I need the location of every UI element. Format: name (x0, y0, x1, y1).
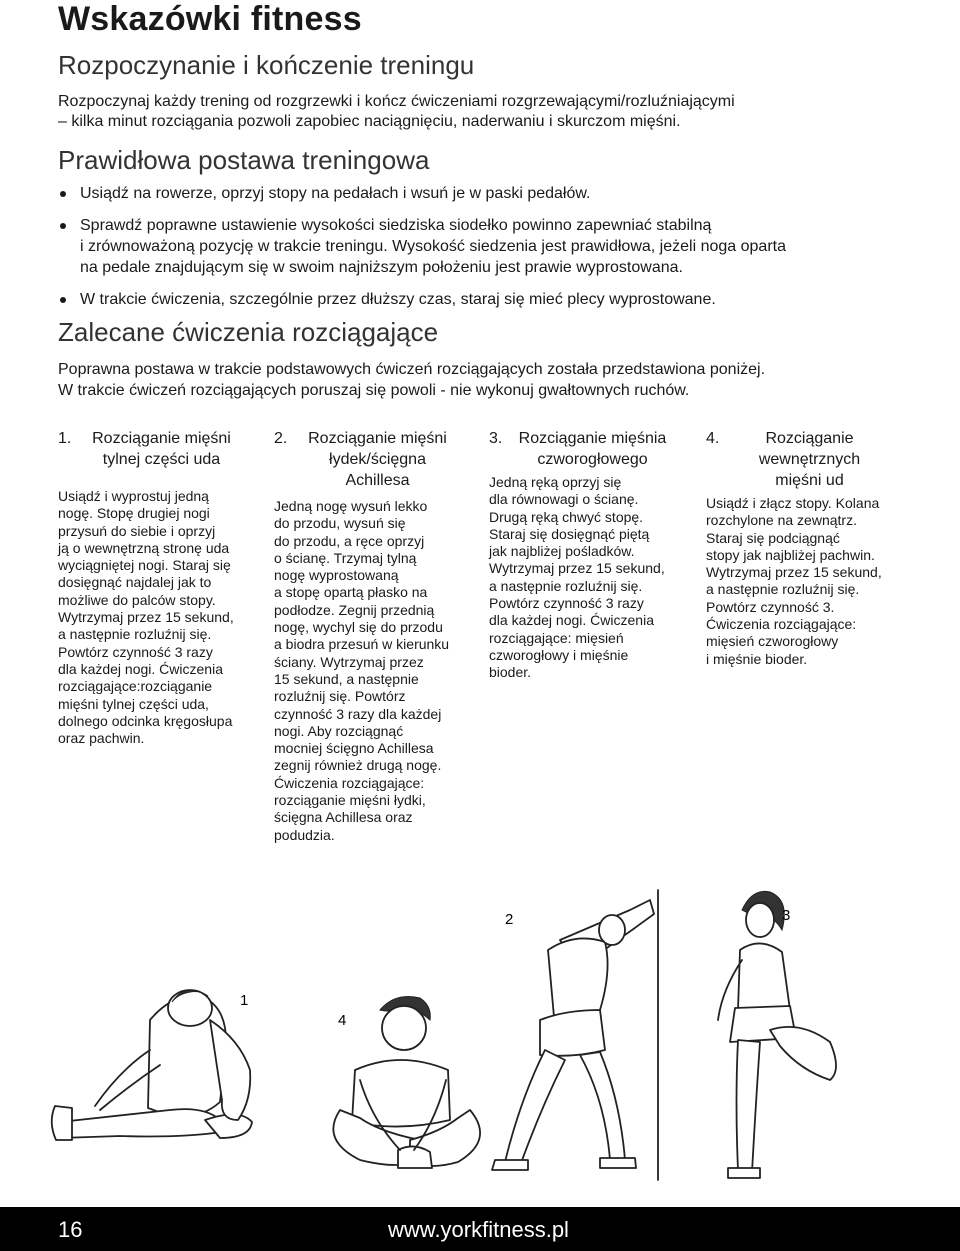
exercise-1 (58, 428, 263, 747)
text-line: i zrównoważoną pozycję w trakcie treningu. Wysokość siedzenia jest prawidłowa, jeżeli noga oparta (80, 238, 786, 255)
text-line: Usiądź na rowerze, oprzyj stopy na pedałach i wsuń je w paski pedałów. (80, 185, 591, 202)
exercise-number: 3. (489, 430, 503, 447)
bullet-item (58, 215, 928, 278)
text-line: na pedale znajdującym się w swoim najniższym położeniu jest prawie wyprostowana. (80, 259, 683, 276)
title-line: wewnętrznych (758, 451, 861, 468)
page-number: 16 (58, 1217, 83, 1242)
stretching-paragraph (58, 359, 918, 401)
posture-bullet-list (58, 183, 928, 321)
title-line: Rozciąganie mięśni (92, 430, 231, 447)
title-line: Rozciąganie mięśni (308, 430, 447, 447)
figure-label-2: 2 (505, 911, 514, 928)
figure-3-quad-stretch (718, 891, 836, 1178)
stretch-illustrations (0, 870, 960, 1200)
title-line: mięśni ud (775, 472, 844, 489)
warmup-paragraph (58, 92, 918, 132)
page-title: Wskazówki fitness (58, 0, 362, 38)
exercise-number: 1. (58, 430, 72, 447)
exercise-2 (274, 428, 479, 844)
website-url: www.yorkfitness.pl (388, 1217, 569, 1242)
exercise-title (706, 428, 911, 491)
text-line: W trakcie ćwiczenia, szczególnie przez dłuższy czas, staraj się mieć plecy wyprostowane. (80, 291, 716, 308)
text-line: W trakcie ćwiczeń rozciągających poruszaj się powoli - nie wykonuj gwałtownych ruchów. (58, 382, 690, 399)
figure-label-4: 4 (338, 1012, 347, 1029)
title-line: Achillesa (345, 472, 410, 489)
text-line: Rozpoczynaj każdy trening od rozgrzewki i kończ ćwiczeniami rozgrzewającymi/rozluźniającymi (58, 93, 735, 110)
section-heading-warmup: Rozpoczynanie i kończenie treningu (58, 50, 475, 80)
exercise-title (274, 428, 479, 491)
exercise-title (58, 428, 263, 470)
bullet-item (58, 183, 928, 204)
title-line: łydek/ścięgna (329, 451, 426, 468)
figure-1-hamstring-stretch (52, 990, 252, 1140)
exercise-3 (489, 428, 694, 682)
figure-label-3: 3 (782, 907, 791, 924)
title-line: Rozciąganie (765, 430, 854, 447)
text-line: Sprawdź poprawne ustawienie wysokości siedziska siodełko powinno zapewniać stabilną (80, 217, 712, 234)
title-line: tylnej części uda (102, 451, 221, 468)
section-heading-posture: Prawidłowa postawa treningowa (58, 145, 430, 175)
exercise-number: 4. (706, 430, 720, 447)
figure-label-1: 1 (240, 992, 249, 1009)
title-line: Rozciąganie mięśnia (518, 430, 667, 447)
figure-4-butterfly-stretch (333, 997, 480, 1169)
exercise-description: Usiądź i wyprostuj jedną nogę. Stopę drugiej nogi przysuń do siebie i oprzyj ją o wewnętrzną stronę uda wyciągniętej nogi. Staraj się dosięgnąć najdalej jak to możliwe do palców stopy. Wytrzymaj przez 15 sekund, a następnie rozluźnij się. Powtórz czynność 3 razy dla każdej nogi. Ćwiczenia rozciągające:rozciąganie mięśni tylnej części uda, dolnego odcinka kręgosłupa oraz pachwin. (58, 488, 234, 747)
section-heading-stretching: Zalecane ćwiczenia rozciągające (58, 317, 439, 347)
exercise-title (489, 428, 694, 470)
text-line: – kilka minut rozciągania pozwoli zapobiec naciągnięciu, naderwaniu i skurczom mięśni. (58, 113, 681, 130)
exercise-description: Usiądź i złącz stopy. Kolana rozchylone na zewnątrz. Staraj się podciągnąć stopy jak najbliżej pachwin. Wytrzymaj przez 15 sekund, a następnie rozluźnij się. Powtórz czynność 3. Ćwiczenia rozciągające: mięsień czworogłowy i mięśnie bioder. (706, 495, 882, 667)
exercise-number: 2. (274, 430, 288, 447)
exercise-4 (706, 428, 911, 668)
title-line: czworogłowego (537, 451, 648, 468)
exercise-description: Jedną nogę wysuń lekko do przodu, wysuń się do przodu, a ręce oprzyj o ścianę. Trzymaj tylną nogę wyprostowaną a stopę opartą płasko na podłodze. Zegnij przednią nogę, wychyl się do przodu a biodra przesuń w kierunku ściany. Wytrzymaj przez 15 sekund, a następnie rozluźnij się. Powtórz czynność 3 razy dla każdej nogi. Aby rozciągnąć mocniej ścięgno Achillesa zegnij również drugą nogę. Ćwiczenia rozciągające: rozciąganie mięśni łydki, ścięgna Achillesa oraz podudzia. (274, 498, 450, 843)
text-line: Poprawna postawa w trakcie podstawowych ćwiczeń rozciągających została przedstawiona poniżej. (58, 361, 766, 378)
bullet-item (58, 289, 928, 310)
figure-2-calf-stretch (492, 890, 658, 1180)
exercise-description: Jedną ręką oprzyj się dla równowagi o ścianę. Drugą ręką chwyć stopę. Staraj się dosięgnąć piętą jak najbliżej pośladków. Wytrzymaj przez 15 sekund, a następnie rozluźnij się. Powtórz czynność 3 razy dla każdej nogi. Ćwiczenia rozciągające: mięsień czworogłowy i mięśnie bioder. (489, 474, 665, 681)
